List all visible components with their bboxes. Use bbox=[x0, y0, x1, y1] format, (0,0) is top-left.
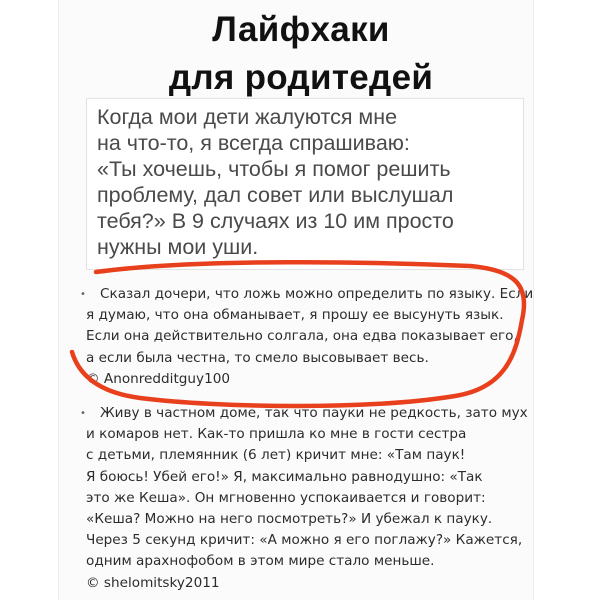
story-line: Через 5 секунд кричит: «А можно я его поглажу?» Кажется, bbox=[86, 532, 523, 549]
story-tongue bbox=[80, 284, 534, 390]
story-line: Сказал дочери, что ложь можно определить по языку. Если bbox=[100, 286, 534, 302]
story-line: Я боюсь! Убей его!» Я, максимально равнодушно: «Так bbox=[86, 468, 483, 485]
bullet-icon: • bbox=[80, 289, 86, 300]
story-line: Живу в частном доме, так что пауки не редкость, зато мух bbox=[100, 405, 528, 421]
story-line: «Кеша? Можно на него посмотреть?» И убежал к пауку. bbox=[86, 511, 493, 528]
title-line-2: для родитедей bbox=[168, 58, 434, 97]
bullet-icon: • bbox=[80, 408, 86, 419]
quote-line: нужны мои уши. bbox=[97, 235, 259, 259]
quote-line: «Ты хочешь, чтобы я помог решить bbox=[97, 157, 451, 181]
story-line: я думаю, что она обманывает, я прошу ее высунуть язык. bbox=[86, 307, 504, 324]
story-line: Если она действительно солгала, она едва показывает его, bbox=[86, 328, 518, 345]
quote-line: на что-то, я всегда спрашиваю: bbox=[97, 131, 410, 155]
quote-line: тебя?» В 9 случаях из 10 им просто bbox=[97, 209, 454, 233]
quote-text bbox=[97, 104, 517, 260]
story-spider bbox=[80, 403, 528, 594]
story-credit: © Anonredditguy100 bbox=[86, 370, 231, 387]
story-line: с детьми, племянник (6 лет) кричит мне: «Там паук! bbox=[86, 447, 466, 464]
story-line: а если была честна, то смело высовывает весь. bbox=[86, 349, 429, 366]
quote-line: проблему, дал совет или выслушал bbox=[97, 183, 454, 207]
story-credit: © shelomitsky2011 bbox=[86, 574, 220, 591]
quote-line: Когда мои дети жалуются мне bbox=[97, 105, 398, 129]
story-line: и комаров нет. Как-то пришла ко мне в гости сестра bbox=[86, 426, 467, 443]
story-line: одним арахнофобом в этом мире стало меньше. bbox=[86, 553, 435, 570]
story-line: это же Кеша». Он мгновенно успокаивается и говорит: bbox=[86, 489, 486, 506]
title-line-1: Лайфхаки bbox=[212, 10, 390, 49]
